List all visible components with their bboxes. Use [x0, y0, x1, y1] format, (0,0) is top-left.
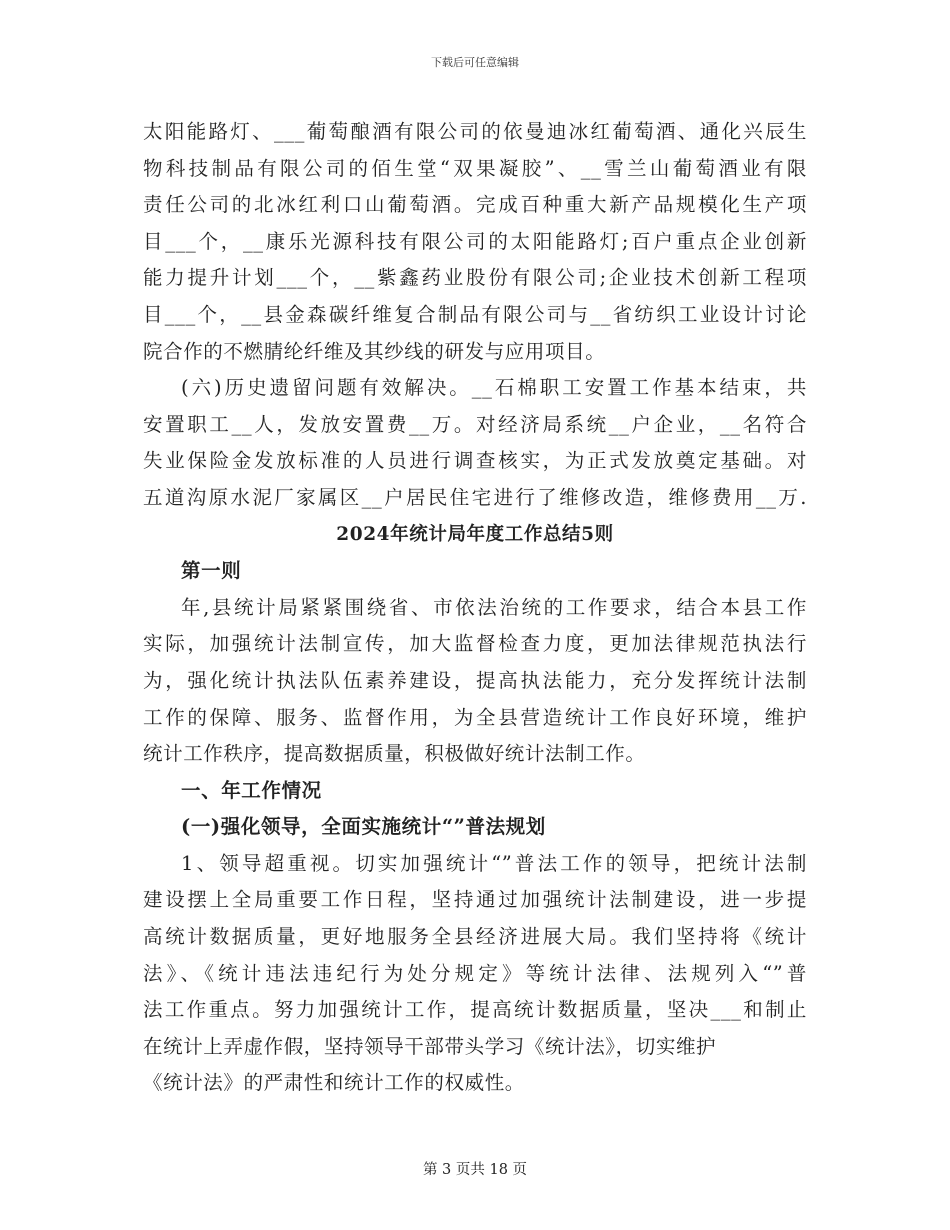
paragraph-line: 实际，加强统计法制宣传，加大监督检查力度，更加法律规范执法行 — [143, 632, 807, 656]
paragraph-line: 建设摆上全局重要工作日程，坚持通过加强统计法制建设，进一步提 — [143, 888, 807, 912]
paragraph-line: 物科技制品有限公司的佰生堂“双果凝胶”、__雪兰山葡萄酒业有限 — [143, 156, 807, 180]
paragraph-line: 统计工作秩序，提高数据质量，积极做好统计法制工作。 — [143, 742, 646, 766]
paragraph-line: 《统计法》的严肃性和统计工作的权威性。 — [143, 1071, 525, 1095]
paragraph-line: 五道沟原水泥厂家属区__户居民住宅进行了维修改造，维修费用__万. — [143, 485, 807, 509]
subsection-heading: (一)强化领导，全面实施统计“”普法规划 — [181, 815, 546, 839]
paragraph-line: 太阳能路灯、___葡萄酿酒有限公司的依曼迪冰红葡萄酒、通化兴辰生 — [143, 120, 807, 143]
paragraph-line: 能力提升计划___个，__紫鑫药业股份有限公司;企业技术创新工程项 — [143, 266, 807, 290]
page-header: 下载后可任意编辑 — [431, 56, 519, 69]
paragraph-line: 年,县统计局紧紧围绕省、市依法治统的工作要求，结合本县工作 — [181, 595, 807, 619]
paragraph-line: 为，强化统计执法队伍素养建设，提高执法能力，充分发挥统计法制 — [143, 668, 807, 692]
paragraph-line: 在统计上弄虚作假，坚持领导干部带头学习《统计法》，切实维护 — [143, 1034, 717, 1058]
document-title: 2024年统计局年度工作总结5则 — [336, 523, 614, 545]
paragraph-line: 1、领导超重视。切实加强统计“”普法工作的领导，把统计法制 — [181, 851, 807, 875]
paragraph-line: 目___个，__康乐光源科技有限公司的太阳能路灯;百户重点企业创新 — [143, 229, 807, 253]
paragraph-line: 法工作重点。努力加强统计工作，提高统计数据质量，坚决___和制止 — [143, 998, 807, 1022]
paragraph-line: 高统计数据质量，更好地服务全县经济进展大局。我们坚持将《统计 — [143, 925, 807, 949]
paragraph-line: (六)历史遗留问题有效解决。__石棉职工安置工作基本结束，共 — [181, 376, 807, 400]
section-heading: 第一则 — [181, 559, 242, 583]
paragraph-line: 目___个，__县金森碳纤维复合制品有限公司与__省纺织工业设计讨论 — [143, 302, 807, 326]
section-heading: 一、年工作情况 — [181, 778, 322, 802]
paragraph-line: 失业保险金发放标准的人员进行调查核实，为正式发放奠定基础。对 — [143, 449, 807, 473]
document-body — [143, 114, 807, 1102]
paragraph-line: 安置职工__人，发放安置费__万。对经济局系统__户企业，__名符合 — [143, 412, 807, 436]
paragraph-line: 院合作的不燃腈纶纤维及其纱线的研发与应用项目。 — [143, 339, 606, 363]
page-footer: 第 3 页共 18 页 — [422, 1162, 528, 1178]
paragraph-line: 工作的保障、服务、监督作用，为全县营造统计工作良好环境，维护 — [143, 705, 807, 729]
paragraph-line: 责任公司的北冰红利口山葡萄酒。完成百种重大新产品规模化生产项 — [143, 193, 807, 217]
paragraph-line: 法》、《统计违法违纪行为处分规定》等统计法律、法规列入“”普 — [143, 961, 807, 985]
